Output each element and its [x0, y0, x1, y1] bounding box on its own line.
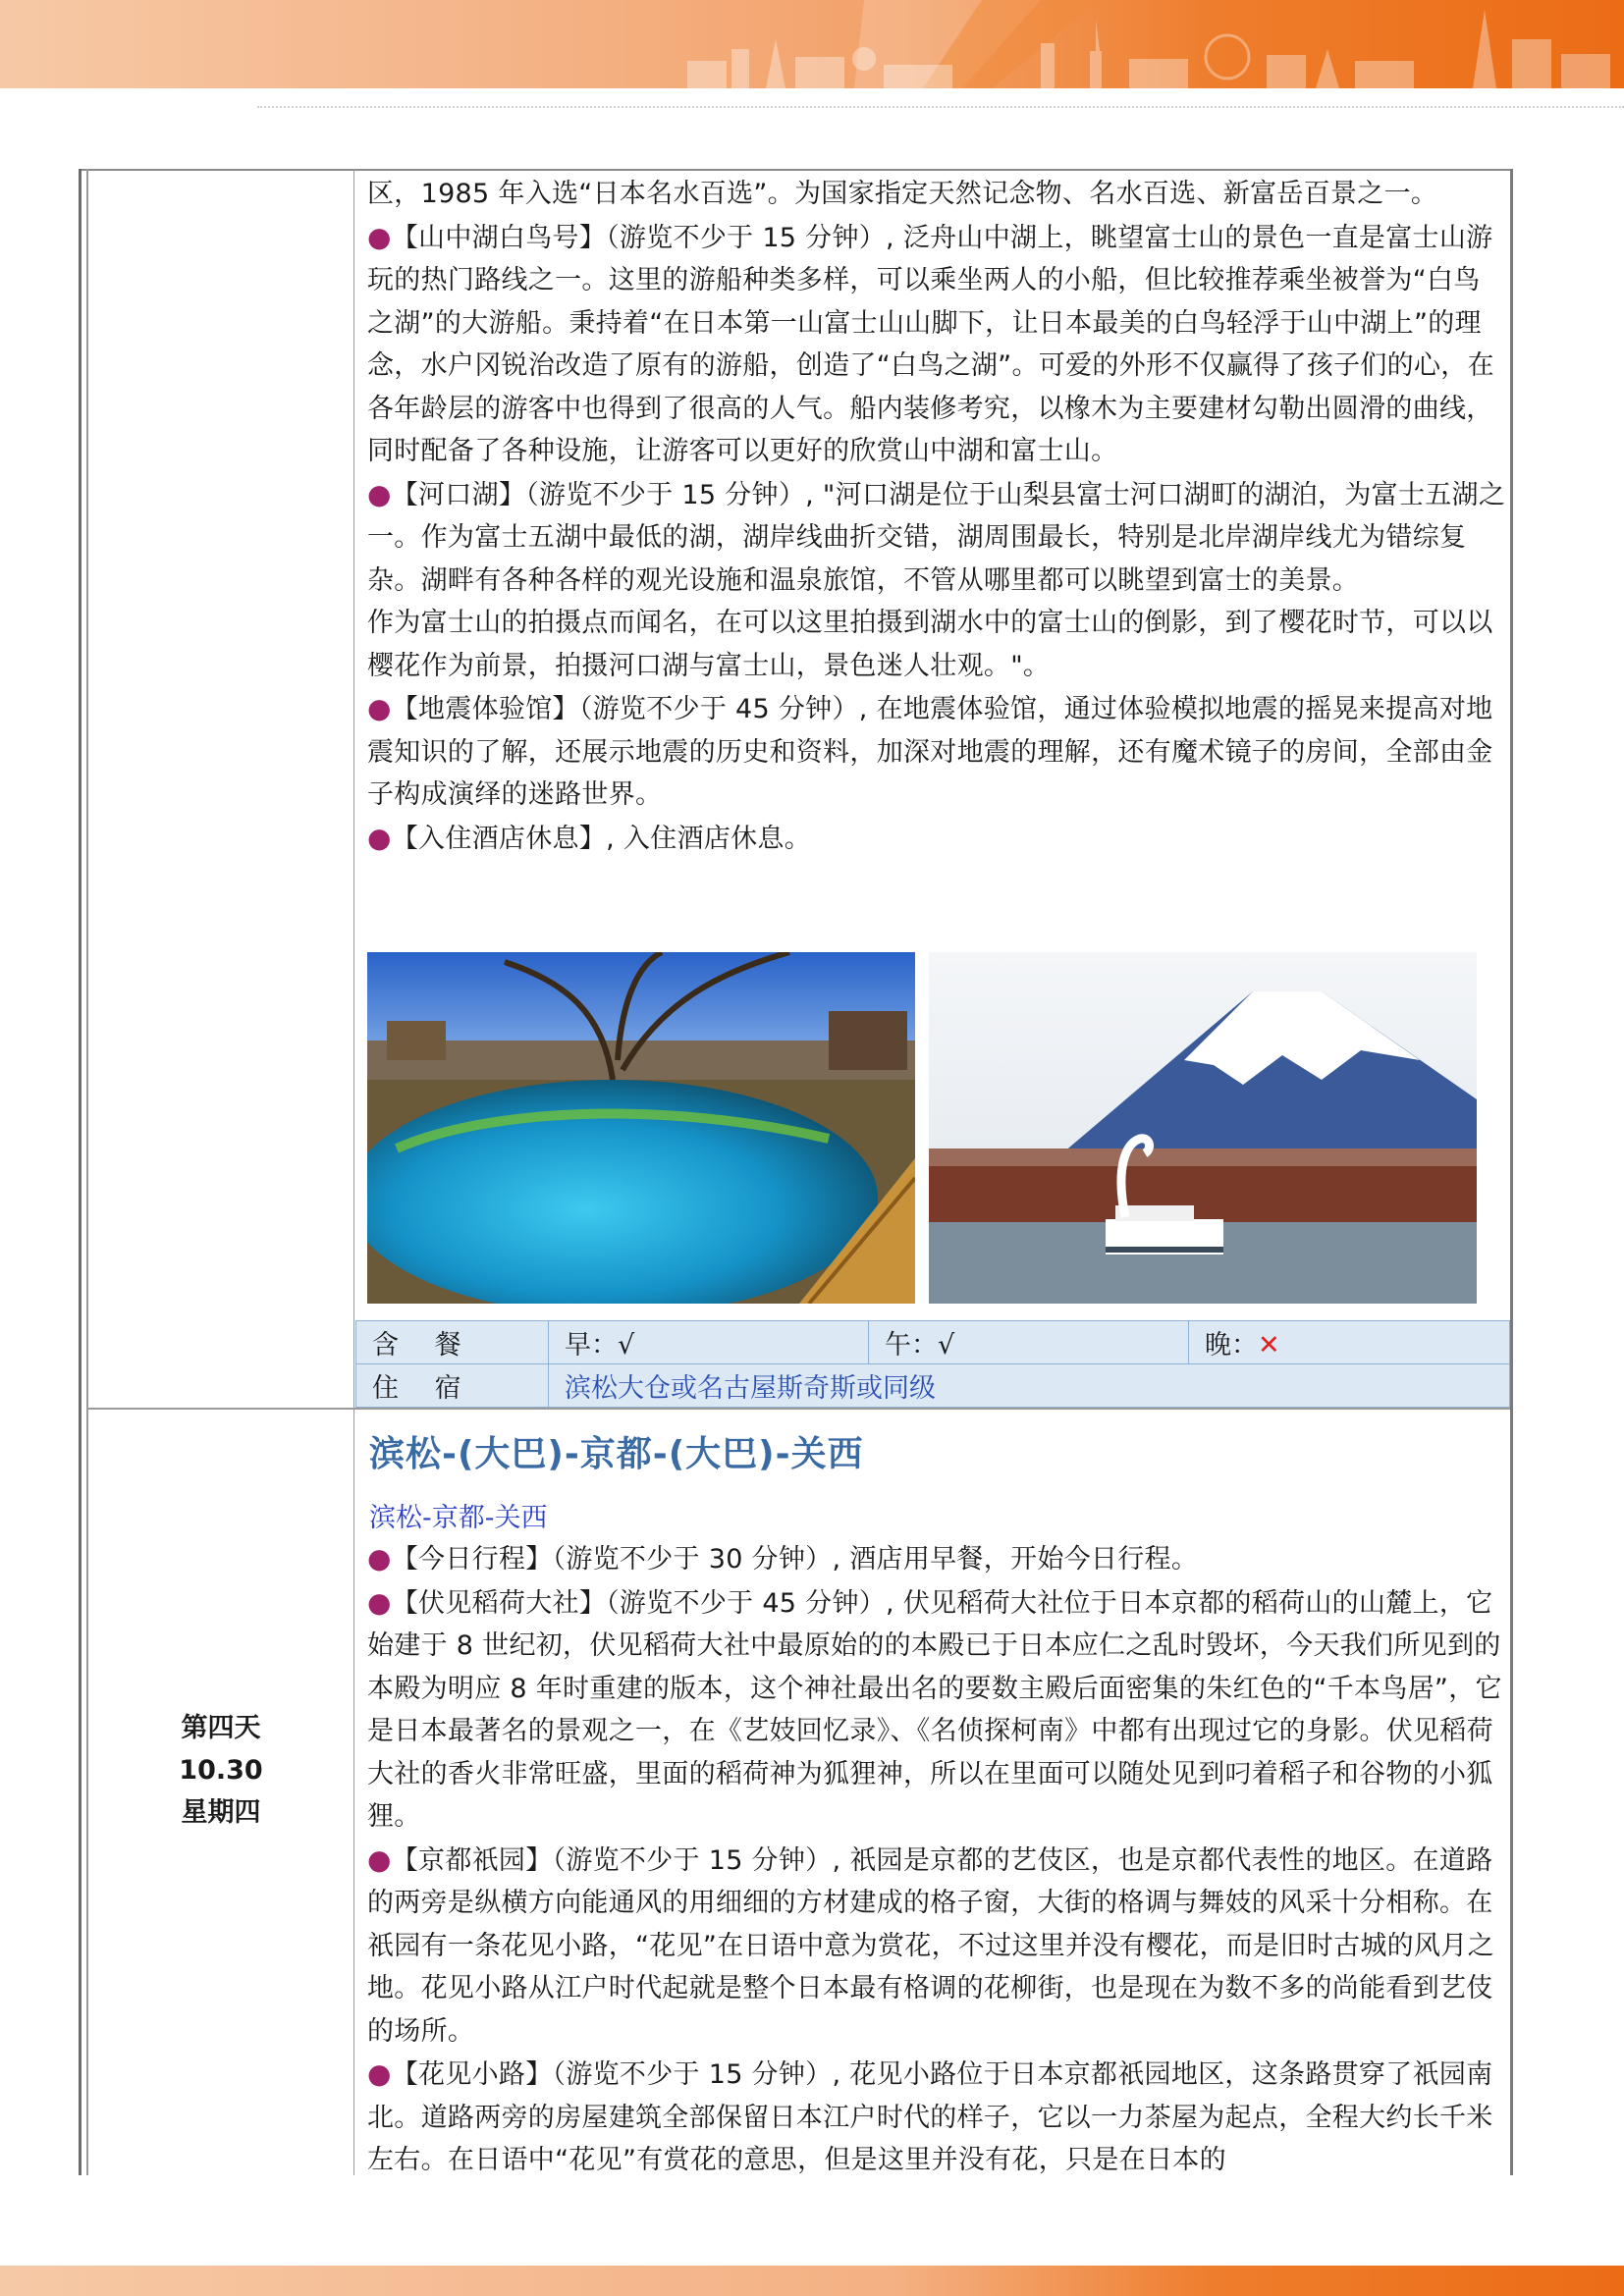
spring-pond-photo — [367, 952, 915, 1304]
day4-paragraph: ●【伏见稻荷大社】（游览不少于 45 分钟）, 伏见稻荷大社位于日本京都的稻荷山的山麓上，它始建于 8 世纪初，伏见稻荷大社中最原始的的本殿已于日本应仁之乱时毁坏，今天我们所见到的本殿为明应 8 年时重建的版本，这个神社最出名的要数主殿后面密集的朱红色的“千本鸟居”，它是日本最著名的景观之一，在《艺妓回忆录》、《名侦探柯南》中都有出现过它的身影。伏见稻荷大社的香火非常旺盛，里面的稻荷神为狐狸神，所以在里面可以随处见到叼着稻子和谷物的小狐狸。 — [367, 1585, 1502, 1832]
meals-row — [356, 1321, 1510, 1364]
lunch-cell: 午：√ — [869, 1321, 1189, 1364]
day-number: 第四天 — [181, 1713, 261, 1743]
bullet-dot-icon: ● — [367, 1842, 392, 1876]
bullet-dot-icon: ● — [367, 821, 392, 854]
lodging-label: 住 宿 — [356, 1364, 549, 1408]
day3-paragraph: ●【山中湖白鸟号】（游览不少于 15 分钟）, 泛舟山中湖上，眺望富士山的景色一直是富士山游玩的热门路线之一。这里的游船种类多样，可以乘坐两人的小船，但比较推荐乘坐被誉为“白鸟之湖”的大游船。秉持着“在日本第一山富士山山脚下，让日本最美的白鸟轻浮于山中湖上”的理念，水户冈锐治改造了原有的游船，创造了“白鸟之湖”。可爱的外形不仅赢得了孩子们的心，在各年龄层的游客中也得到了很高的人气。船内装修考究，以橡木为主要建材勾勒出圆滑的曲线，同时配备了各种设施，让游客可以更好的欣赏山中湖和富士山。 — [367, 220, 1494, 466]
lodging-row — [356, 1364, 1510, 1408]
day4-itinerary-text — [367, 1537, 1506, 2180]
table-border-right — [1510, 169, 1513, 2175]
meals-lodging-table — [355, 1320, 1510, 1408]
day3-paragraph: 作为富士山的拍摄点而闻名，在可以这里拍摄到湖水中的富士山的倒影，到了樱花时节，可以以樱花作为前景，拍摄河口湖与富士山，景色迷人壮观。"。 — [367, 608, 1493, 681]
bullet-dot-icon: ● — [367, 220, 392, 253]
day4-paragraph: ●【今日行程】（游览不少于 30 分钟）, 酒店用早餐，开始今日行程。 — [367, 1542, 1199, 1575]
hotel-name: 滨松大仓或名古屋斯奇斯或同级 — [549, 1364, 1510, 1408]
bullet-dot-icon: ● — [367, 1542, 392, 1575]
dinner-cell — [1189, 1321, 1510, 1364]
day4-paragraph: ●【花见小路】（游览不少于 15 分钟）, 花见小路位于日本京都祇园地区，这条路贯穿了祇园南北。道路两旁的房屋建筑全部保留日本江户时代的样子，它以一力茶屋为起点，全程大约长千米左右。在日语中“花见”有赏花的意思，但是这里并没有花，只是在日本的 — [367, 2057, 1493, 2175]
bullet-dot-icon: ● — [367, 477, 392, 510]
bullet-dot-icon: ● — [367, 1585, 392, 1619]
dinner-label: 晚： — [1205, 1330, 1258, 1361]
day4-title: 滨松-(大巴)-京都-(大巴)-关西 — [369, 1434, 864, 1474]
mount-fuji-swan-boat-photo — [929, 952, 1477, 1304]
day3-paragraph: ●【入住酒店休息】, 入住酒店休息。 — [367, 821, 811, 854]
day3-paragraph: 区，1985 年入选“日本名水百选”。为国家指定天然记念物、名水百选、新富岳百景之一。 — [367, 179, 1438, 209]
table-border-left-inner — [86, 169, 88, 2175]
city-skyline-graphic — [0, 0, 1624, 88]
header-banner — [0, 0, 1624, 88]
day-weekday: 星期四 — [181, 1797, 261, 1828]
meals-label: 含 餐 — [356, 1321, 549, 1364]
day4-label — [88, 1707, 353, 1834]
cross-icon: ✕ — [1258, 1330, 1280, 1361]
breakfast-cell: 早：√ — [549, 1321, 869, 1364]
table-border-top — [79, 169, 1513, 171]
day4-route: 滨松-京都-关西 — [369, 1503, 548, 1533]
day3-paragraph: ●【河口湖】（游览不少于 15 分钟）, "河口湖是位于山梨县富士河口湖町的湖泊，为富士五湖之一。作为富士五湖中最低的湖，湖岸线曲折交错，湖周围最长，特别是北岸湖岸线尤为错综复杂。湖畔有各种各样的观光设施和温泉旅馆，不管从哪里都可以眺望到富士的美景。 — [367, 477, 1506, 596]
table-column-divider — [353, 169, 354, 2175]
bullet-dot-icon: ● — [367, 2057, 392, 2090]
header-divider — [257, 106, 1624, 108]
day-date: 10.30 — [179, 1755, 263, 1786]
bullet-dot-icon: ● — [367, 692, 392, 724]
day3-paragraph: ●【地震体验馆】（游览不少于 45 分钟）, 在地震体验馆，通过体验模拟地震的摇晃来提高对地震知识的了解，还展示地震的历史和资料，加深对地震的理解，还有魔术镜子的房间，全部由金子构成演绎的迷路世界。 — [367, 692, 1493, 810]
day4-paragraph: ●【京都祇园】（游览不少于 15 分钟）, 祇园是京都的艺伎区，也是京都代表性的地区。在道路的两旁是纵横方向能通风的用细细的方材建成的格子窗，大街的格调与舞妓的风采十分相称。在祇园有一条花见小路，“花见”在日语中意为赏花，不过这里并没有樱花，而是旧时古城的风月之地。花见小路从江户时代起就是整个日本最有格调的花柳街，也是现在为数不多的尚能看到艺伎的场所。 — [367, 1842, 1494, 2047]
day3-itinerary-text — [367, 173, 1506, 860]
footer-banner — [0, 2266, 1624, 2296]
table-row-divider — [88, 1408, 1510, 1410]
table-border-left — [79, 169, 81, 2175]
